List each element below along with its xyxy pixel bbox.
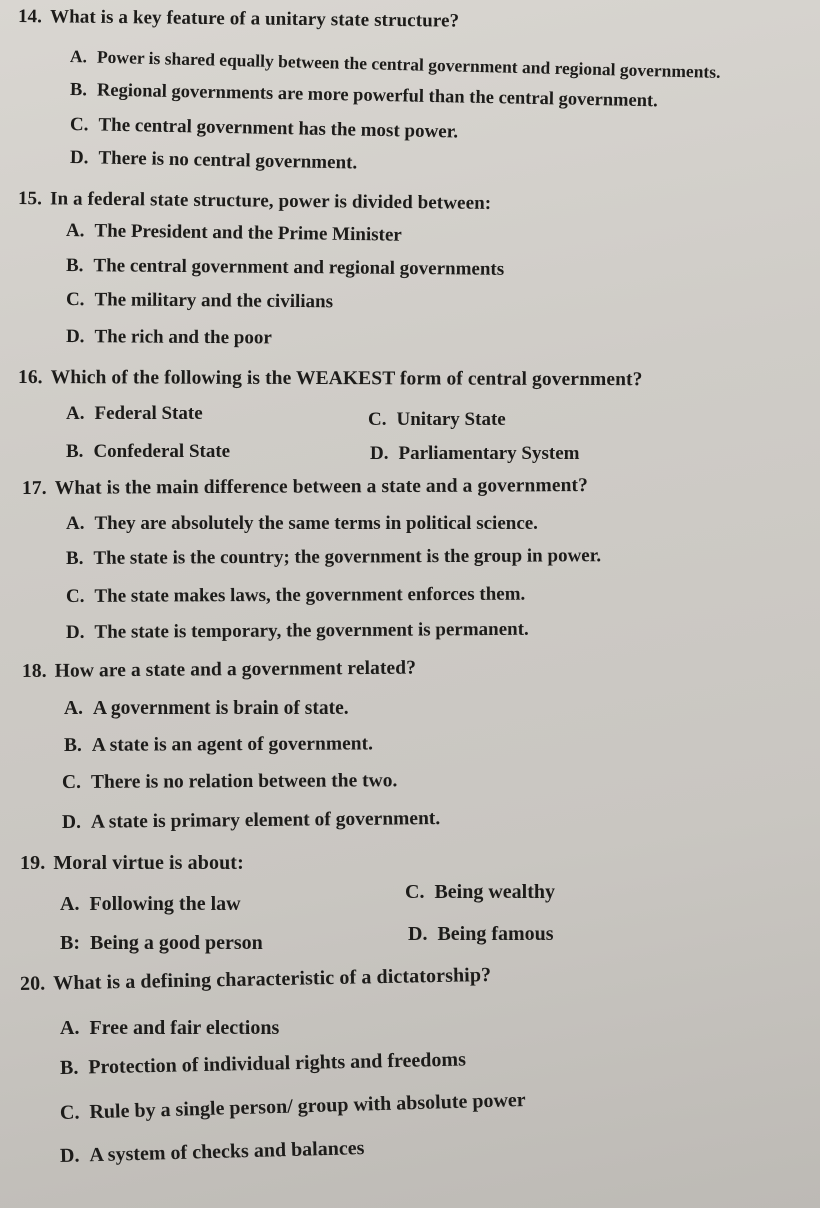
option-text: A state is an agent of government. — [91, 733, 374, 756]
question-19 — [20, 852, 244, 875]
option-text: Free and fair elections — [89, 1017, 280, 1039]
option-text: The rich and the poor — [94, 326, 272, 349]
question-17 — [22, 475, 588, 500]
question-text: What is a key feature of a unitary state structure? — [49, 6, 460, 32]
option-text: The central government has the most power. — [98, 114, 459, 143]
option-label: B. — [63, 734, 82, 756]
option-label: C. — [65, 585, 85, 607]
option-19-b — [60, 932, 263, 955]
option-text: The state is the country; the government is the group in power. — [93, 545, 602, 569]
option-18-d — [62, 808, 440, 834]
option-label: B. — [66, 441, 84, 462]
option-16-d — [370, 443, 579, 465]
option-16-b — [66, 441, 230, 463]
question-text: How are a state and a government related? — [54, 657, 417, 682]
option-label: A. — [66, 513, 85, 534]
option-label: B: — [60, 932, 80, 954]
option-17-a — [66, 513, 538, 535]
question-15 — [18, 188, 492, 215]
question-text: Which of the following is the WEAKEST form of central government? — [50, 367, 643, 391]
option-text: Rule by a single person/ group with absolute power — [89, 1088, 526, 1124]
option-label: D. — [61, 811, 82, 833]
option-14-c — [70, 114, 459, 143]
option-text: Unitary State — [396, 409, 506, 430]
option-text: The state makes laws, the government enforces them. — [94, 583, 526, 607]
option-20-c — [60, 1089, 526, 1125]
option-text: Being wealthy — [434, 881, 556, 903]
option-17-b — [66, 545, 601, 570]
option-19-d — [408, 923, 554, 946]
option-text: Regional governments are more powerful than the central government. — [96, 80, 658, 112]
option-label: C. — [61, 771, 82, 793]
question-text: What is a defining characteristic of a dictatorship? — [53, 963, 492, 995]
option-text: A government is brain of state. — [92, 698, 349, 719]
option-16-a — [66, 403, 203, 425]
question-number: 16. — [17, 367, 43, 389]
option-20-a — [60, 1017, 279, 1040]
option-label: A. — [64, 698, 83, 719]
option-text: A state is primary element of government. — [90, 808, 441, 833]
option-text: The military and the civilians — [94, 289, 334, 313]
question-number: 14. — [17, 6, 43, 28]
option-label: A. — [65, 220, 85, 242]
option-text: Being famous — [437, 923, 554, 945]
option-label: C. — [405, 881, 425, 903]
option-14-a — [70, 46, 721, 83]
option-label: D. — [59, 1144, 80, 1167]
option-text: Parliamentary System — [398, 443, 580, 464]
option-18-c — [62, 770, 397, 794]
option-text: Confederal State — [93, 441, 231, 462]
question-number: 15. — [17, 188, 43, 210]
option-19-c — [405, 881, 555, 904]
option-label: C. — [59, 1101, 80, 1124]
option-label: C. — [69, 114, 89, 136]
option-text: Being a good person — [90, 932, 263, 954]
option-label: D. — [408, 923, 428, 945]
option-text: There is no central government. — [98, 147, 358, 174]
option-label: C. — [368, 409, 387, 430]
question-number: 20. — [19, 972, 46, 995]
question-text: What is the main difference between a state and a government? — [54, 475, 588, 499]
question-text: In a federal state structure, power is divided between: — [49, 188, 492, 214]
option-label: B. — [65, 547, 84, 569]
question-20 — [20, 964, 492, 996]
option-label: D. — [65, 326, 85, 348]
option-text: The central government and regional governments — [93, 255, 505, 280]
option-text: A system of checks and balances — [89, 1137, 365, 1167]
option-19-a — [60, 893, 241, 916]
question-14 — [18, 6, 459, 33]
option-17-c — [66, 584, 525, 608]
option-14-d — [70, 147, 358, 175]
option-20-d — [60, 1137, 365, 1168]
option-label: D. — [65, 621, 85, 643]
option-18-b — [64, 733, 373, 757]
question-16 — [18, 367, 643, 391]
question-18 — [22, 658, 416, 683]
option-text: The state is temporary, the government is permanent. — [94, 618, 529, 643]
option-label: B. — [69, 80, 88, 101]
option-text: Protection of individual rights and freedoms — [88, 1048, 467, 1079]
option-label: C. — [65, 289, 85, 311]
option-text: Power is shared equally between the central government and regional governments. — [96, 46, 721, 82]
option-label: A. — [66, 403, 85, 424]
option-label: B. — [59, 1056, 79, 1079]
option-18-a — [64, 698, 349, 720]
option-text: The President and the Prime Minister — [94, 220, 402, 246]
question-number: 17. — [21, 477, 47, 499]
option-text: They are absolutely the same terms in political science. — [94, 513, 538, 534]
option-15-d — [66, 326, 272, 349]
option-label: A. — [60, 1017, 80, 1039]
question-number: 18. — [21, 660, 47, 682]
option-15-a — [66, 220, 402, 247]
option-text: There is no relation between the two. — [90, 770, 398, 793]
option-text: Federal State — [94, 403, 203, 424]
option-label: D. — [69, 147, 89, 169]
option-label: A. — [60, 893, 80, 915]
option-label: A. — [69, 46, 88, 67]
question-text: Moral virtue is about: — [53, 852, 244, 874]
option-15-c — [66, 289, 333, 313]
option-15-b — [66, 255, 504, 281]
option-17-d — [66, 619, 529, 644]
option-20-b — [60, 1049, 466, 1080]
option-14-b — [70, 80, 658, 112]
question-number: 19. — [20, 852, 46, 874]
option-label: D. — [370, 443, 389, 464]
option-text: Following the law — [89, 893, 241, 915]
option-16-c — [368, 409, 506, 431]
option-label: B. — [65, 255, 84, 277]
